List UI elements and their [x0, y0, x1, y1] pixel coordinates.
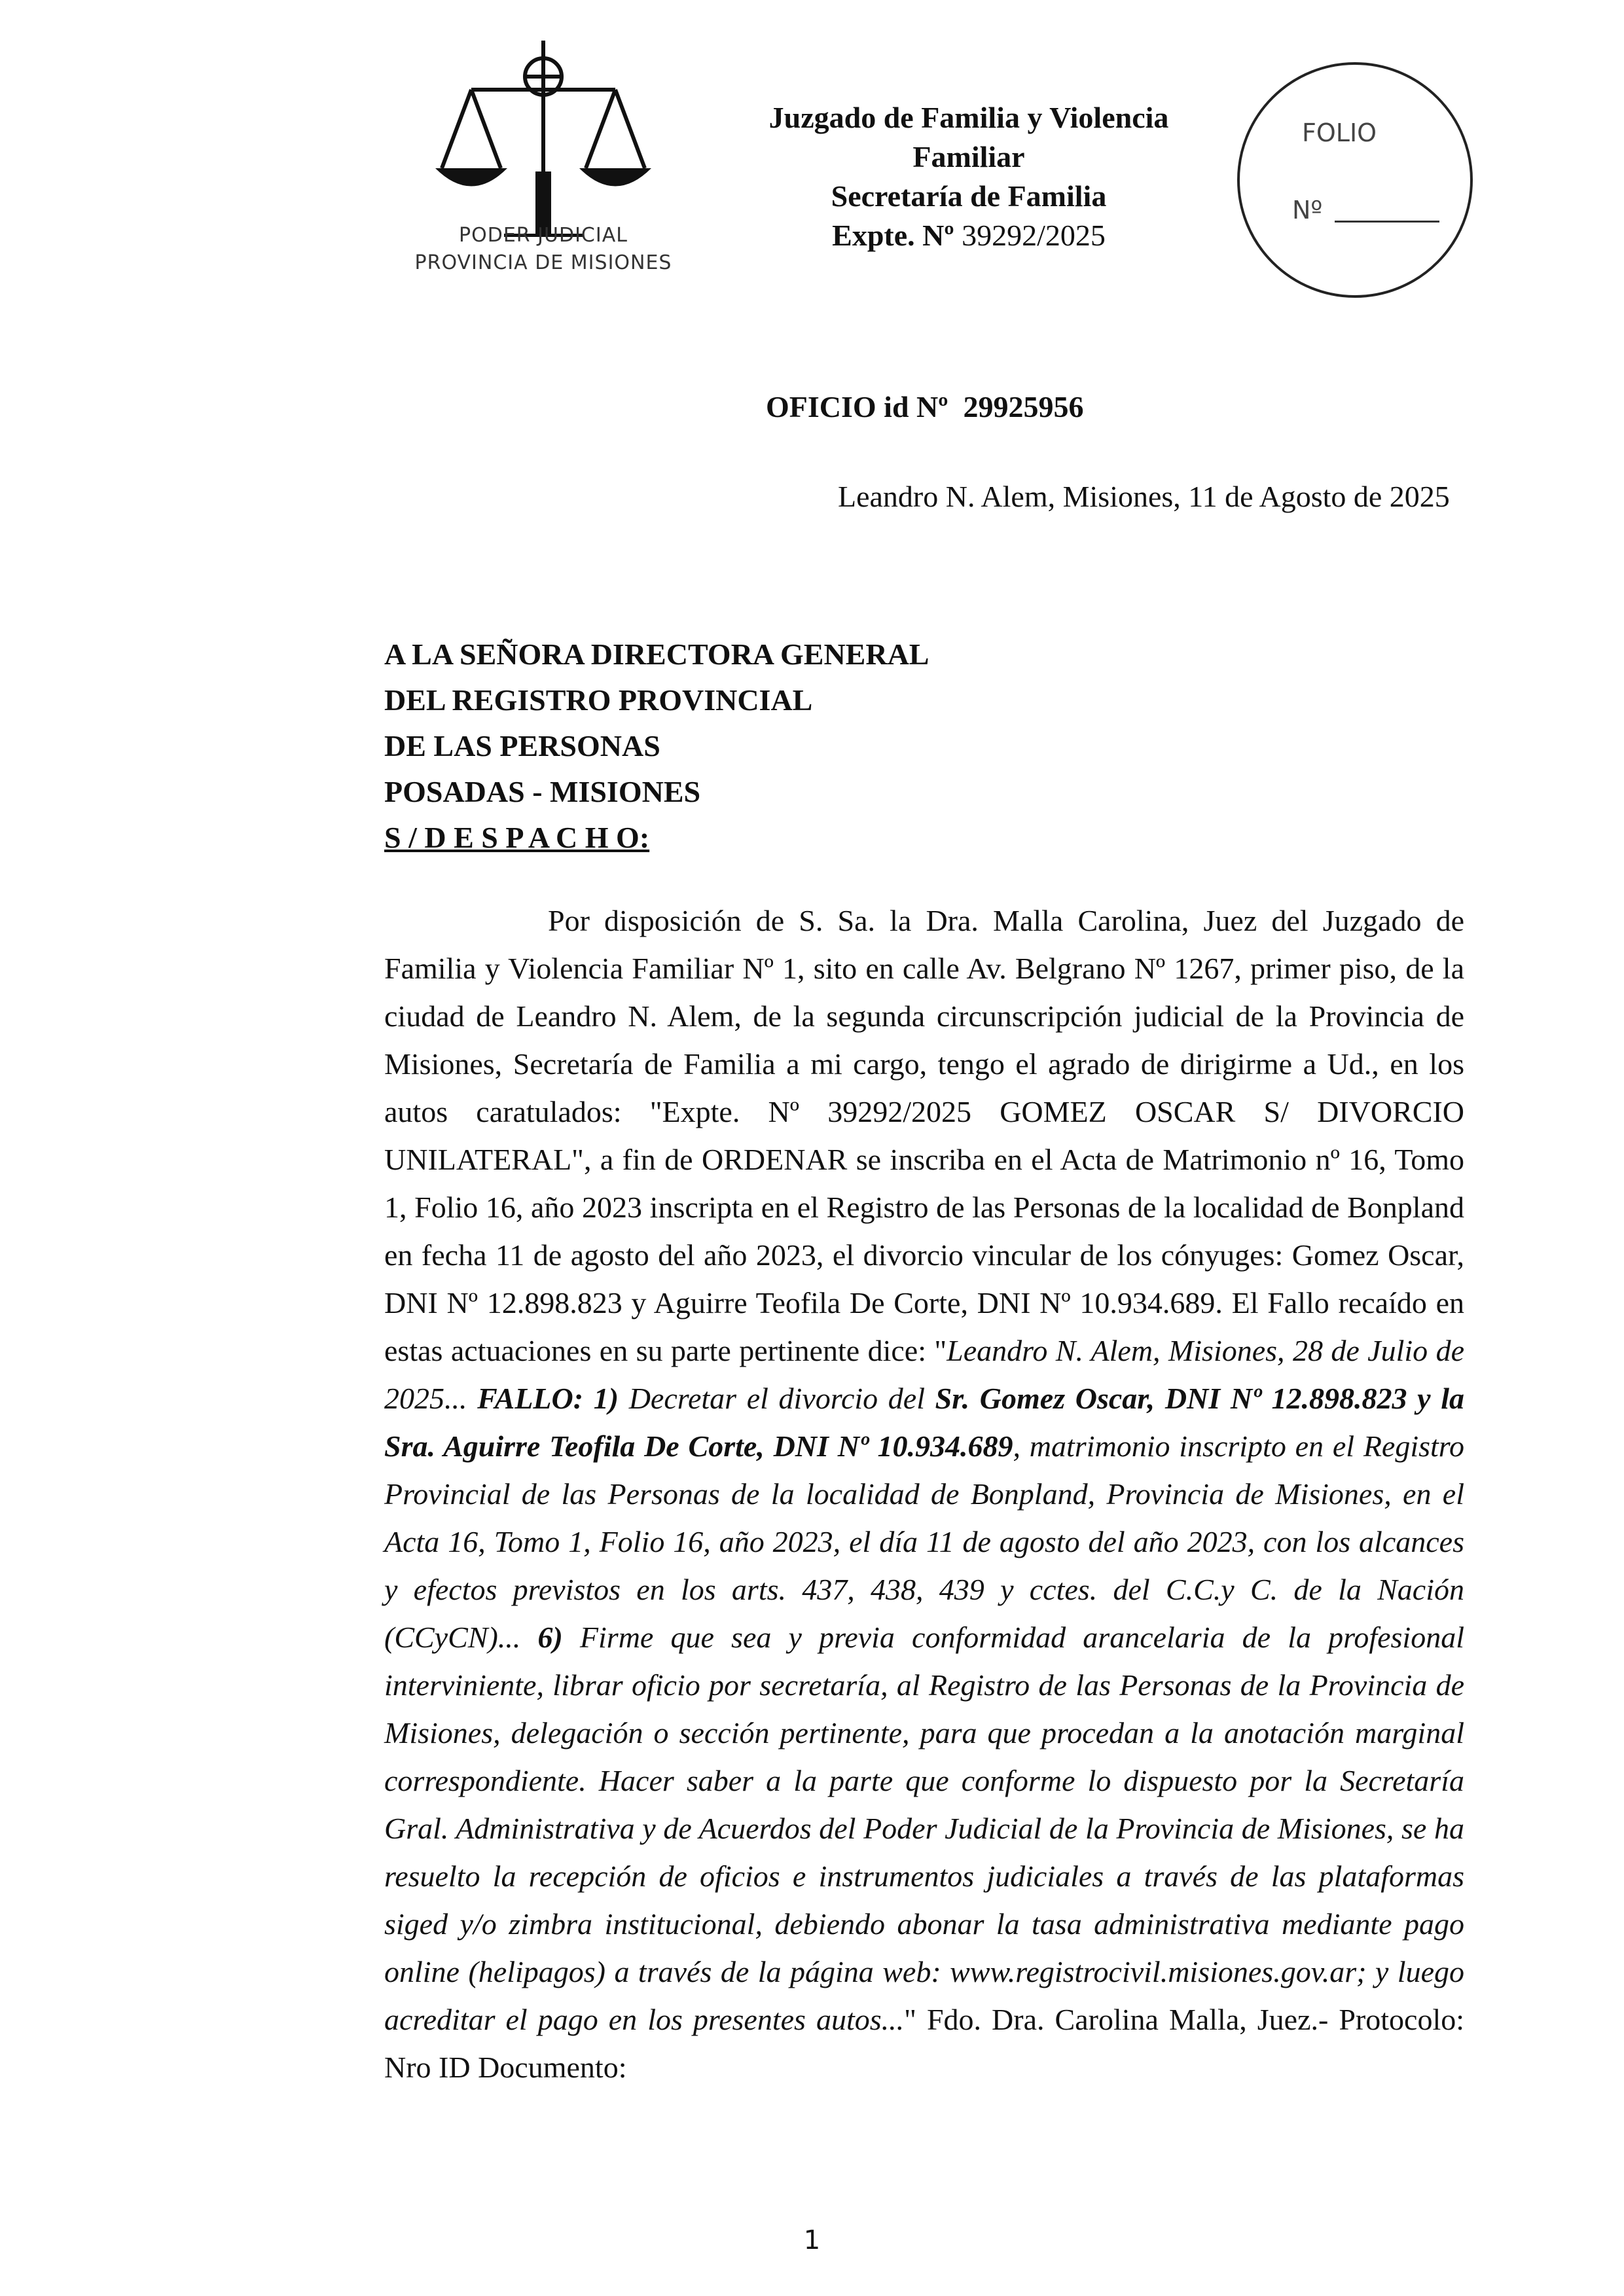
folio-stamp [1237, 62, 1473, 298]
quote-matrimonio: , matrimonio inscripto en el Registro Provincial de las Personas de la localidad de Bonpland, Provincia de Misiones, en el Acta 16, Tomo 1, Folio 16, año 2023, el día 11 de agosto del año 2023, con los alcances y efectos previstos en los arts. 437, 438, 439 y cctes. del C.C.y C. de la Nación (CCyCN)... [384, 1429, 1464, 1654]
oficio-number: 29925956 [963, 390, 1084, 423]
page-number: 1 [803, 2225, 821, 2255]
court-logo [406, 41, 681, 289]
document-body [384, 897, 1464, 2091]
oficio-id [766, 389, 1083, 424]
place-and-date: Leandro N. Alem, Misiones, 11 de Agosto de 2025 [838, 480, 1450, 513]
body-intro: Por disposición de S. Sa. la Dra. Malla Carolina, Juez del Juzgado de Familia y Violencia Familiar Nº 1, sito en calle Av. Belgrano Nº 1267, primer piso, de la ciudad de Leandro N. Alem, de la segunda circunscripción judicial de la Provincia de Misiones, Secretaría de Familia a mi cargo, tengo el agrado de dirigirme a Ud., en los autos caratulados: "Expte. Nº 39292/2025 GOMEZ OSCAR S/ DIVORCIO UNILATERAL", a fin de ORDENAR se inscriba en el Acta de Matrimonio nº 16, Tomo 1, Folio 16, año 2023 inscripta en el Registro de las Personas de la localidad de Bonpland en fecha 11 de agosto del año 2023, el divorcio vincular de los cónyuges: Gomez Oscar, DNI Nº 12.898.823 y Aguirre Teofila De Corte, DNI Nº 10.934.689. El Fallo recaído en estas actuaciones en su parte pertinente dice: " [384, 904, 1464, 1367]
expediente-number: 39292/2025 [962, 219, 1106, 252]
body-signature-tail: " Fdo. Dra. Carolina Malla, Juez.- Protocolo: Nro ID Documento: [384, 2003, 1464, 2084]
scales-of-justice-icon [432, 41, 655, 237]
expediente-label: Expte. Nº [832, 219, 954, 252]
logo-text-line-1: PODER JUDICIAL [459, 224, 628, 247]
folio-label: FOLIO [1302, 118, 1377, 147]
quote-date: Leandro N. Alem, Misiones, 28 de Julio de 2025... [384, 1334, 1464, 1415]
addressee-line-2: DEL REGISTRO PROVINCIAL [384, 683, 813, 717]
folio-number-label: Nº [1292, 196, 1323, 224]
addressee-block [384, 632, 929, 861]
oficio-label: OFICIO id Nº [766, 390, 948, 423]
court-header [707, 98, 1231, 255]
addressee-line-1: A LA SEÑORA DIRECTORA GENERAL [384, 637, 929, 671]
quote-fallo-label: FALLO: 1) [477, 1382, 619, 1415]
quote-item-6: Firme que sea y previa conformidad arancelaria de la profesional interviniente, librar oficio por secretaría, al Registro de las Personas de la Provincia de Misiones, delegación o sección pertinente, para que procedan a la anotación marginal correspondiente. Hacer saber a la parte que conforme lo dispuesto por la Secretaría Gral. Administrativa y de Acuerdos del Poder Judicial de la Provincia de Misiones, se ha resuelto la recepción de oficios e instrumentos judiciales a través de las plataformas siged y/o zimbra institucional, debiendo abonar la tasa administrativa mediante pago online (helipagos) a través de la página web: www.registrocivil.misiones.gov.ar; y luego acreditar el pago en los presentes autos... [384, 1621, 1464, 2036]
court-name-line-2: Familiar [912, 140, 1025, 173]
folio-number-blank [1335, 221, 1439, 223]
expediente [707, 216, 1231, 255]
quote-decretar: Decretar el divorcio del [619, 1382, 935, 1415]
quote-item-6-label: 6) [537, 1621, 563, 1654]
court-name-line-1: Juzgado de Familia y Violencia [768, 101, 1169, 134]
secretaria: Secretaría de Familia [831, 179, 1107, 213]
quote-parties: Sr. Gomez Oscar, DNI Nº 12.898.823 y la Sra. Aguirre Teofila De Corte, DNI Nº 10.934.689 [384, 1382, 1465, 1463]
despacho-line: S / D E S P A C H O: [384, 821, 650, 854]
addressee-line-3: DE LAS PERSONAS [384, 729, 660, 762]
addressee-line-4: POSADAS - MISIONES [384, 775, 701, 808]
body-paragraph [384, 897, 1464, 2091]
logo-text-line-2: PROVINCIA DE MISIONES [414, 251, 672, 274]
